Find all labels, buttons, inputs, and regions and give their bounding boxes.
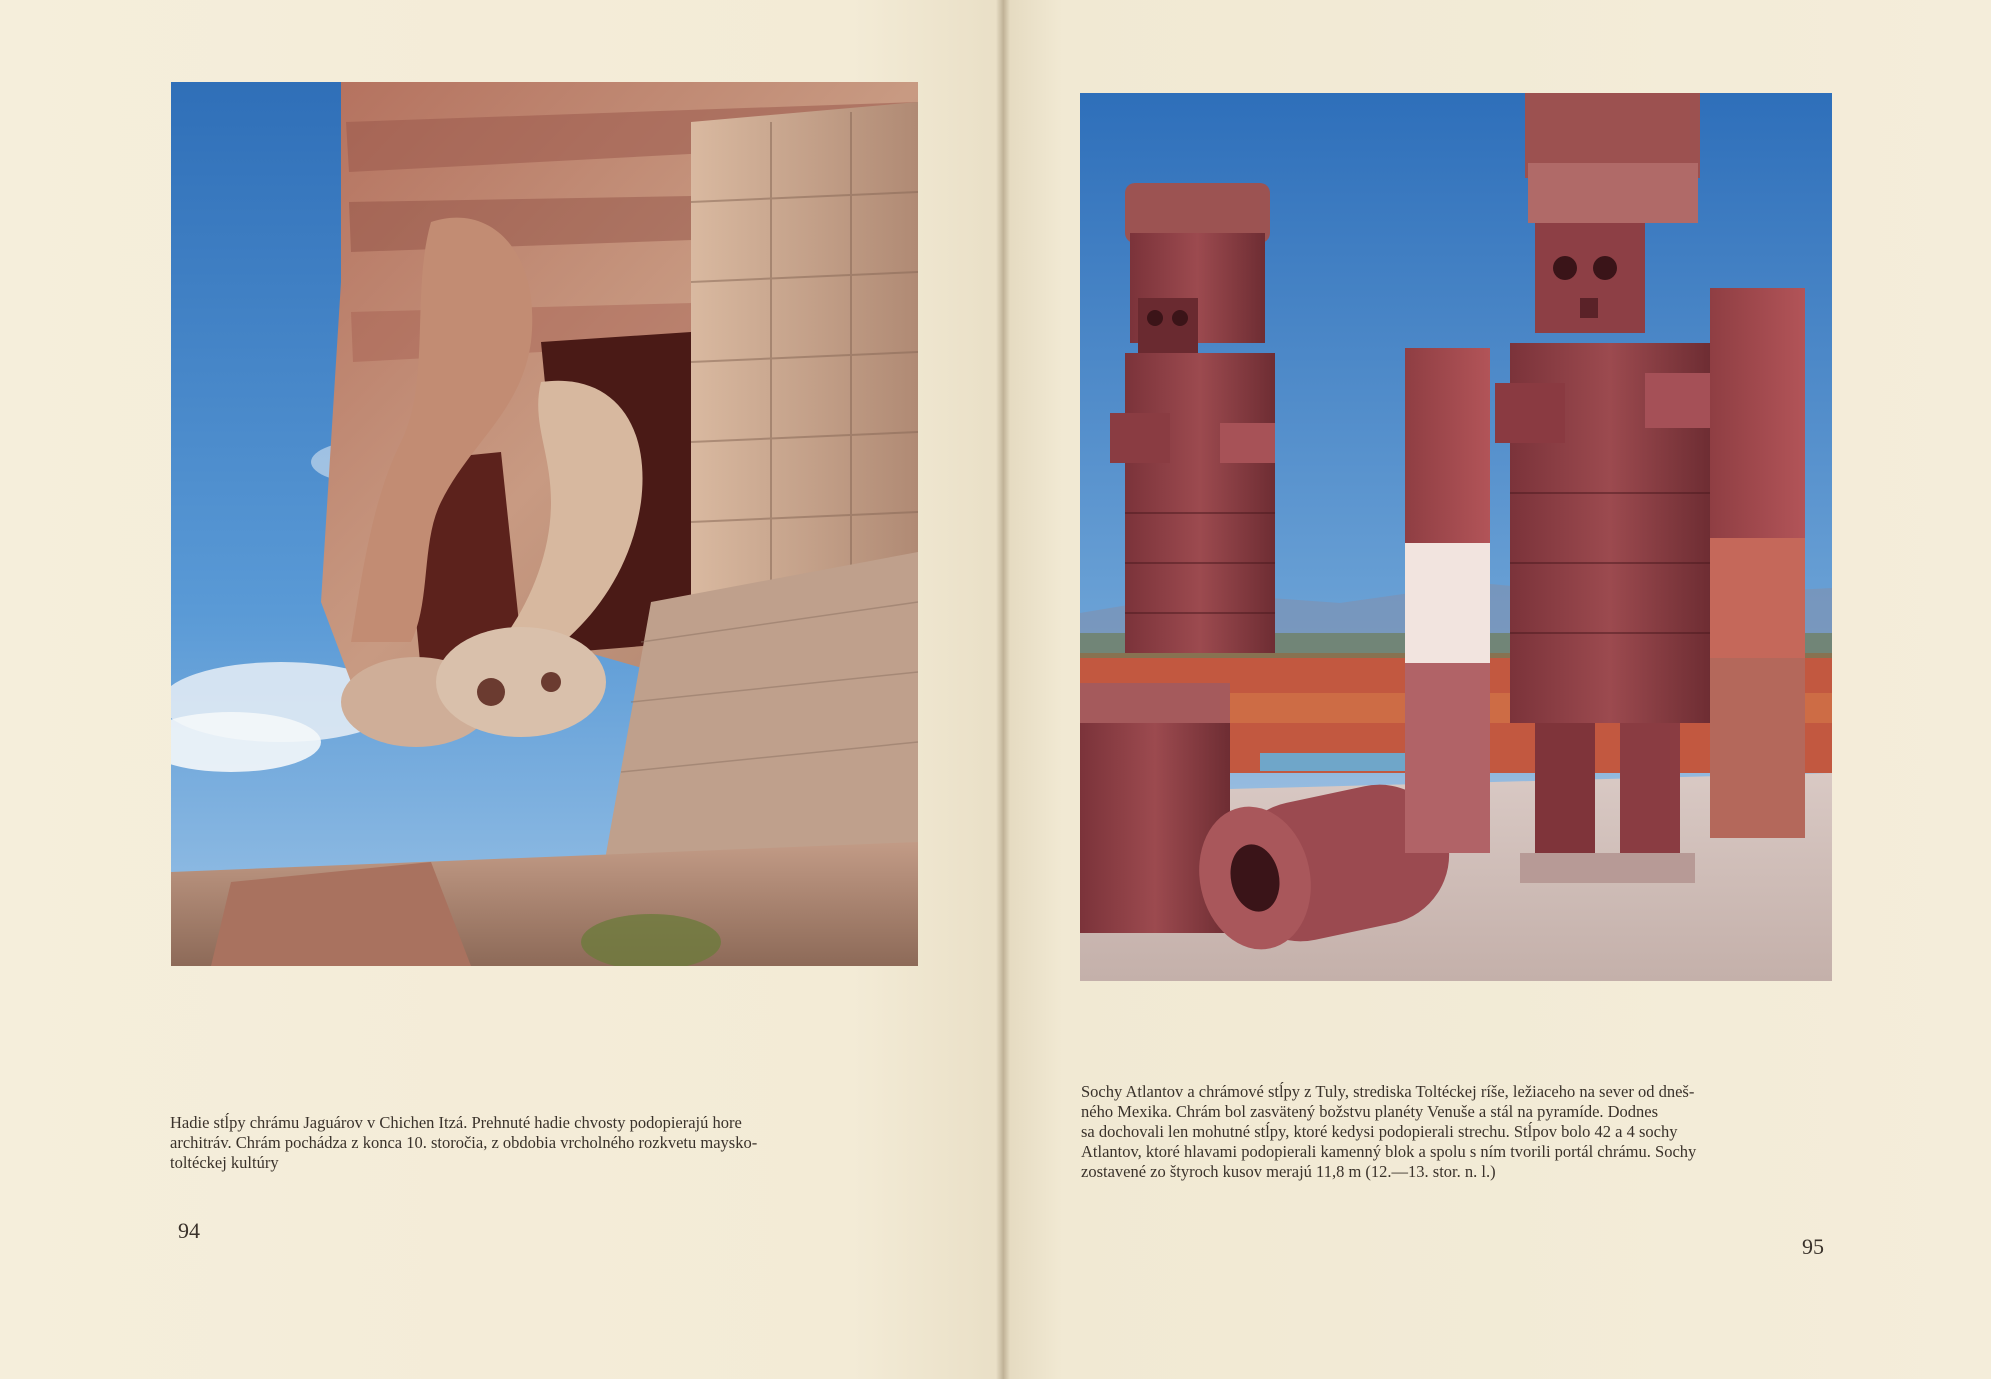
chichen-itza-photo [171,82,918,966]
caption-line: architráv. Chrám pochádza z konca 10. storočia, z obdobia vrcholného rozkvetu maysko- [170,1133,758,1152]
left-photo-caption [170,1113,918,1173]
page-number-left: 94 [178,1218,200,1243]
caption-line: sa dochovali len mohutné stĺpy, ktoré kedysi podopierali strechu. Stĺpov bolo 42 a 4 sochy [1081,1122,1678,1141]
caption-line: zostavené zo štyroch kusov merajú 11,8 m (12.—13. stor. n. l.) [1081,1162,1496,1181]
page-number-right: 95 [1802,1234,1824,1259]
caption-line: Hadie stĺpy chrámu Jaguárov v Chichen Itzá. Prehnuté hadie chvosty podopierajú hore [170,1113,742,1132]
caption-line: ného Mexika. Chrám bol zasvätený božstvu planéty Venuše a stál na pyramíde. Dodnes [1081,1102,1659,1121]
caption-line: toltéckej kultúry [170,1153,279,1172]
tula-atlantes-photo [1080,93,1832,981]
caption-line: Sochy Atlantov a chrámové stĺpy z Tuly, strediska Toltéckej ríše, ležiaceho na sever od dneš- [1081,1082,1695,1101]
right-photo-caption [1081,1082,1833,1182]
tula-atlantes-photo-graphic [1080,93,1832,981]
chichen-itza-photo-graphic [171,82,918,966]
caption-line: Atlantov, ktoré hlavami podopierali kamenný blok a spolu s ním tvorili portál chrámu. Sochy [1081,1142,1697,1161]
book-gutter [996,0,1010,1379]
